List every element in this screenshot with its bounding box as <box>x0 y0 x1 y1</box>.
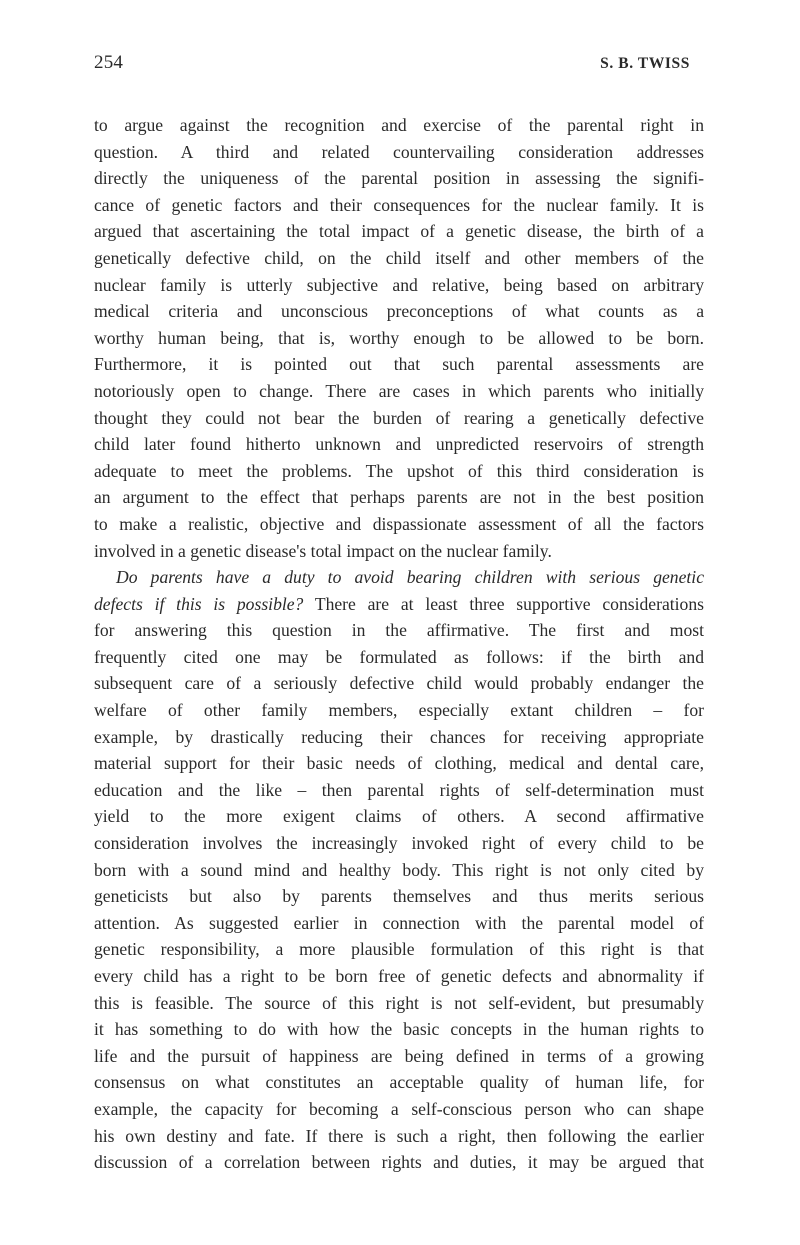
text-line: thought they could not bear the burden of rearing a genetically defective <box>94 407 704 428</box>
text-line: yield to the more exigent claims of others. A second affirmative <box>94 806 704 827</box>
text-line: worthy human being, that is, worthy enough to be allowed to be born. <box>94 327 704 348</box>
text-line: geneticists but also by parents themselves and thus merits serious <box>94 886 704 907</box>
book-page <box>94 52 704 1176</box>
body-text <box>94 112 704 1176</box>
text-line: example, the capacity for becoming a self-conscious person who can shape <box>94 1098 704 1119</box>
italic-question: Do parents have a duty to avoid bearing children with serious genetic <box>116 567 704 588</box>
text-line: directly the uniqueness of the parental position in assessing the signifi- <box>94 168 704 189</box>
text-line: medical criteria and unconscious preconceptions of what counts as a <box>94 301 704 322</box>
text-line: subsequent care of a seriously defective child would probably endanger the <box>94 673 704 694</box>
text-line: an argument to the effect that perhaps parents are not in the best position <box>94 487 704 508</box>
text-line: involved in a genetic disease's total impact on the nuclear family. <box>94 540 552 561</box>
text-line: cance of genetic factors and their consequences for the nuclear family. It is <box>94 194 704 215</box>
text-line <box>94 564 704 591</box>
text-line: material support for their basic needs of clothing, medical and dental care, <box>94 753 704 774</box>
text-line: his own destiny and fate. If there is such a right, then following the earlier <box>94 1125 704 1146</box>
text-line: discussion of a correlation between rights and duties, it may be argued that <box>94 1152 704 1173</box>
text-line-rest: There are at least three supportive considerations <box>303 593 704 614</box>
text-line: for answering this question in the affirmative. The first and most <box>94 620 704 641</box>
text-line: Furthermore, it is pointed out that such parental assessments are <box>94 354 704 375</box>
text-line: to argue against the recognition and exercise of the parental right in <box>94 115 704 135</box>
running-head <box>94 52 704 88</box>
text-line: every child has a right to be born free of genetic defects and abnormality if <box>94 966 704 986</box>
page-number: 254 <box>94 52 124 73</box>
text-line: it has something to do with how the basic concepts in the human rights to <box>94 1019 704 1040</box>
paragraph-2 <box>94 564 704 1176</box>
text-line: education and the like – then parental rights of self-determination must <box>94 779 704 800</box>
text-line: attention. As suggested earlier in connection with the parental model of <box>94 912 704 933</box>
text-line: consensus on what constitutes an acceptable quality of human life, for <box>94 1072 704 1093</box>
text-line: child later found hitherto unknown and unpredicted reservoirs of strength <box>94 434 704 455</box>
italic-question: defects if this is possible? <box>94 593 304 614</box>
text-line: frequently cited one may be formulated as follows: if the birth and <box>94 646 704 667</box>
text-line: this is feasible. The source of this right is not self-evident, but presumably <box>94 992 704 1013</box>
text-line: argued that ascertaining the total impact of a genetic disease, the birth of a <box>94 221 704 242</box>
text-line: consideration involves the increasingly invoked right of every child to be <box>94 833 704 854</box>
text-line: question. A third and related countervailing consideration addresses <box>94 141 704 162</box>
paragraph-1 <box>94 112 704 564</box>
text-line <box>94 591 704 618</box>
text-line: example, by drastically reducing their chances for receiving appropriate <box>94 726 704 747</box>
text-line: adequate to meet the problems. The upshot of this third consideration is <box>94 460 704 481</box>
text-line: welfare of other family members, especially extant children – for <box>94 700 704 721</box>
running-head-author: S. B. TWISS <box>600 55 690 72</box>
text-line: life and the pursuit of happiness are being defined in terms of a growing <box>94 1045 704 1066</box>
text-line: notoriously open to change. There are cases in which parents who initially <box>94 380 704 401</box>
text-line: born with a sound mind and healthy body. This right is not only cited by <box>94 859 704 880</box>
text-line: nuclear family is utterly subjective and relative, being based on arbitrary <box>94 274 704 295</box>
text-line: genetically defective child, on the child itself and other members of the <box>94 247 704 268</box>
text-line: to make a realistic, objective and dispassionate assessment of all the factors <box>94 513 704 534</box>
text-line: genetic responsibility, a more plausible formulation of this right is that <box>94 939 704 960</box>
